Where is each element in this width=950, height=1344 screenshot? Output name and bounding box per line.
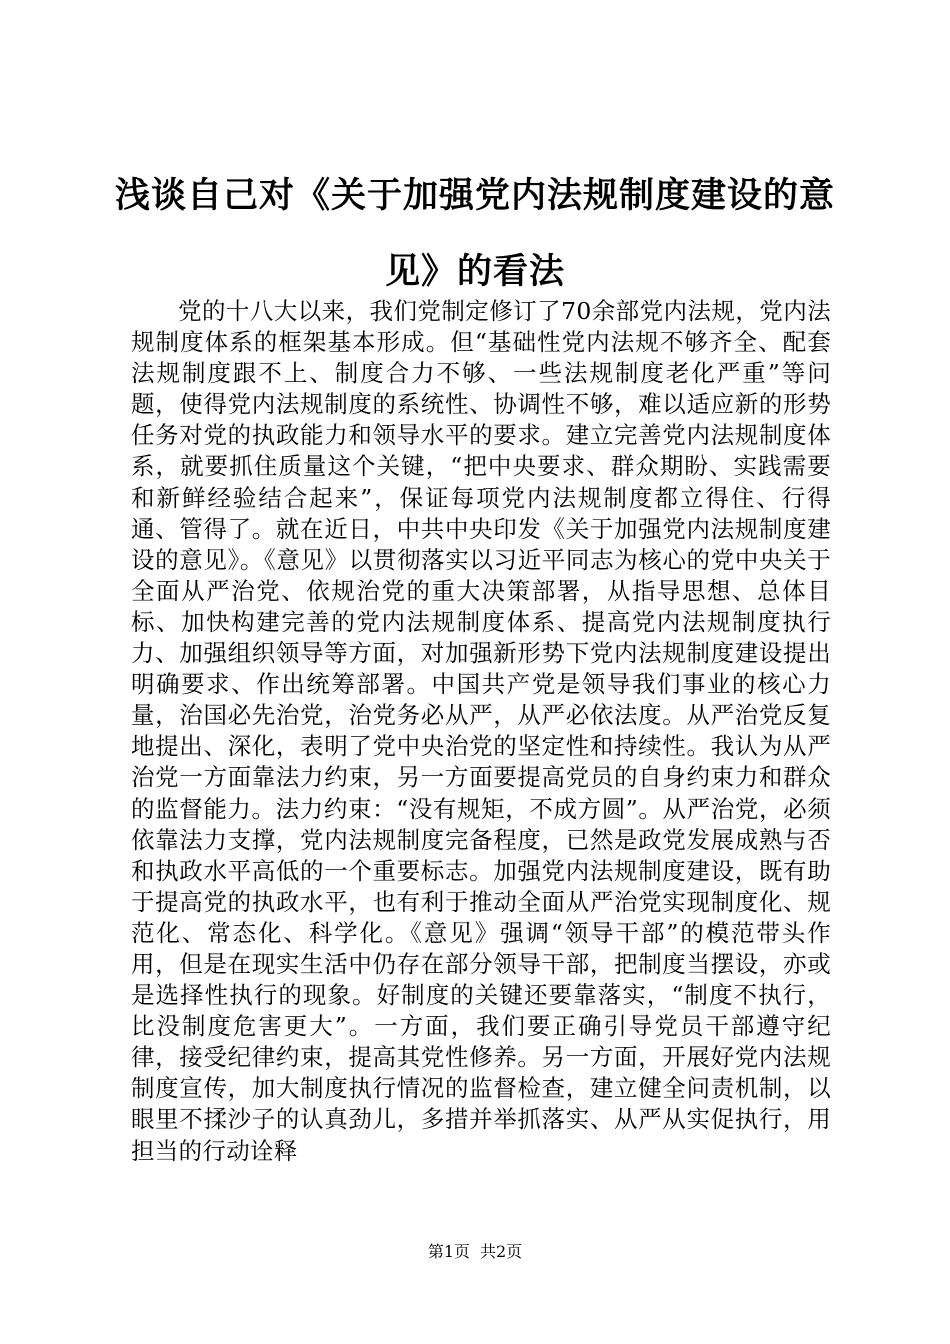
document-title	[100, 158, 850, 310]
page-number-current: 第1页	[427, 1242, 470, 1261]
page-footer	[0, 1242, 950, 1262]
title-line-1: 浅谈自己对《关于加强党内法规制度建设的意	[114, 175, 835, 216]
title-line-2: 见》的看法	[384, 251, 565, 292]
page-number-total: 共2页	[480, 1242, 523, 1261]
body-paragraph: 党的十八大以来，我们党制定修订了70余部党内法规，党内法规制度体系的框架基本形成。但“基础性党内法规不够齐全、配套法规制度跟不上、制度合力不够、一些法规制度老化严重”等问题，使得党内法规制度的系统性、协调性不够，难以适应新的形势任务对党的执政能力和领导水平的要求。建立完善党内法规制度体系，就要抓住质量这个关键，“把中央要求、群众期盼、实践需要和新鲜经验结合起来”，保证每项党内法规制度都立得住、行得通、管得了。就在近日，中共中央印发《关于加强党内法规制度建设的意见》。《意见》以贯彻落实以习近平同志为核心的党中央关于全面从严治党、依规治党的重大决策部署，从指导思想、总体目标、加快构建完善的党内法规制度体系、提高党内法规制度执行力、加强组织领导等方面，对加强新形势下党内法规制度建设提出明确要求、作出统筹部署。中国共产党是领导我们事业的核心力量，治国必先治党，治党务必从严，从严必依法度。从严治党反复地提出、深化，表明了党中央治党的坚定性和持续性。我认为从严治党一方面靠法力约束，另一方面要提高党员的自身约束力和群众的监督能力。法力约束：“没有规矩，不成方圆”。从严治党，必须依靠法力支撑，党内法规制度完备程度，已然是政党发展成熟与否和执政水平高低的一个重要标志。加强党内法规制度建设，既有助于提高党的执政水平，也有利于推动全面从严治党实现制度化、规范化、常态化、科学化。《意见》强调“领导干部”的模范带头作用，但是在现实生活中仍存在部分领导干部，把制度当摆设，亦或是选择性执行的现象。好制度的关键还要靠落实，“制度不执行，比没制度危害更大”。一方面，我们要正确引导党员干部遵守纪律，接受纪律约束，提高其党性修养。另一方面，开展好党内法规制度宣传，加大制度执行情况的监督检查，建立健全问责机制，以眼里不揉沙子的认真劲儿，多措并举抓落实、从严从实促执行，用担当的行动诠释	[131, 297, 831, 1165]
